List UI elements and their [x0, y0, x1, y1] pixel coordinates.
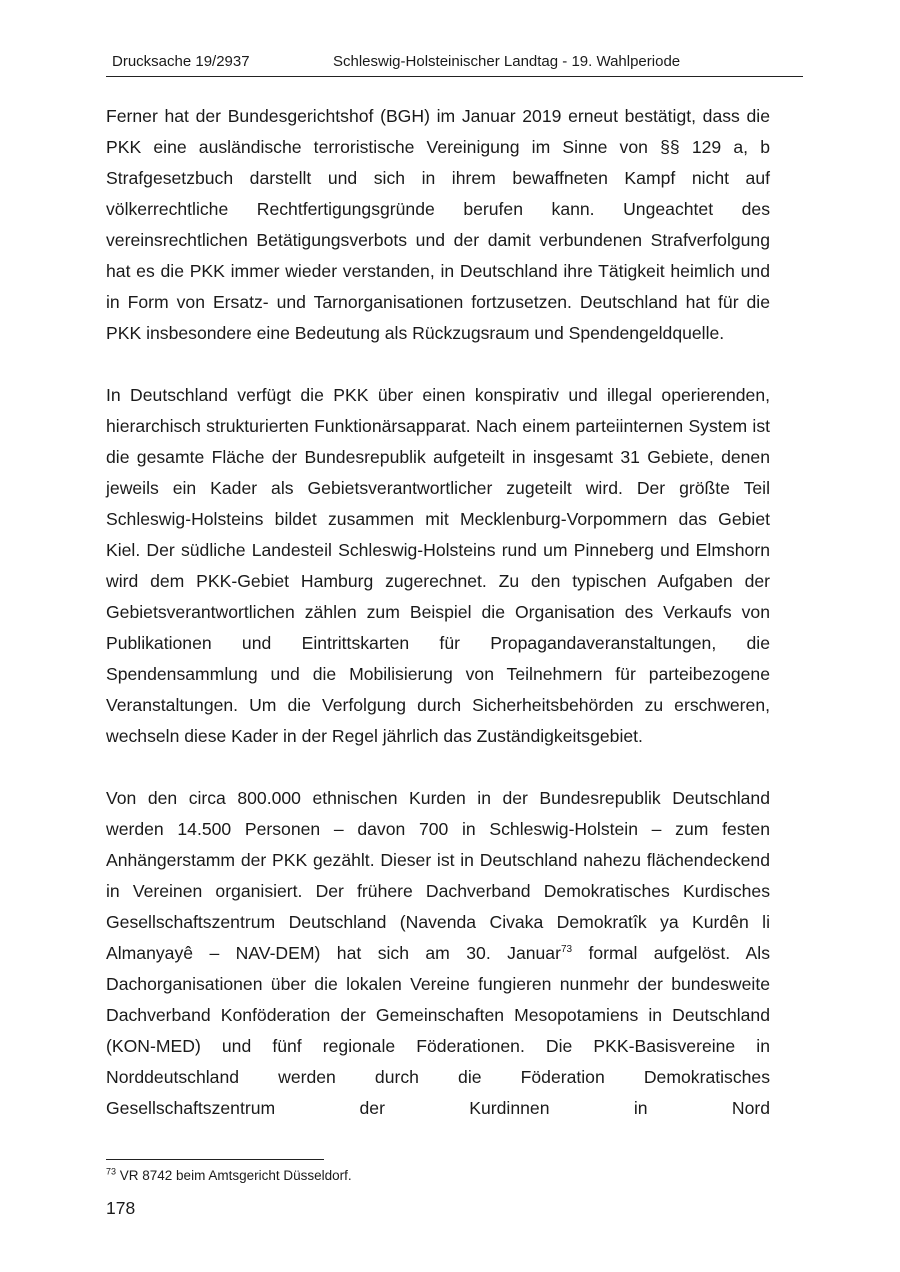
paragraph-1: Ferner hat der Bundesgerichtshof (BGH) im Januar 2019 erneut bestätigt, dass die PKK eine ausländische terroristische Vereinigung im Sinne von §§ 129 a, b Strafgesetzbuch darstellt und sich in ihrem bewaffneten Kampf nicht auf völkerrechtliche Rechtfertigungsgründe berufen kann. Ungeachtet des vereinsrechtlichen Betätigungsverbots und der damit verbundenen Strafverfolgung hat es die PKK immer wieder verstanden, in Deutschland ihre Tätigkeit heimlich und in Form von Ersatz- und Tarnorganisationen fortzusetzen. Deutschland hat für die PKK insbesondere eine Bedeutung als Rückzugsraum und Spendengeldquelle.: [106, 106, 770, 343]
footnote-text: VR 8742 beim Amtsgericht Düsseldorf.: [116, 1168, 352, 1183]
body-text: [106, 101, 770, 1124]
footnote-number: 73: [106, 1166, 117, 1177]
footnote: [106, 1167, 352, 1185]
footnote-separator: [106, 1159, 324, 1160]
paragraph-2: In Deutschland verfügt die PKK über einen konspirativ und illegal operierenden, hierarchisch strukturierten Funktionärsapparat. Nach einem parteiinternen System ist die gesamte Fläche der Bundesrepublik aufgeteilt in insgesamt 31 Gebiete, denen jeweils ein Kader als Gebietsverantwortlicher zugeteilt wird. Der größte Teil Schleswig-Holsteins bildet zusammen mit Mecklenburg-Vorpommern das Gebiet Kiel. Der südliche Landesteil Schleswig-Holsteins rund um Pinneberg und Elmshorn wird dem PKK-Gebiet Hamburg zugerechnet. Zu den typischen Aufgaben der Gebietsverantwortlichen zählen zum Beispiel die Organisation des Verkaufs von Publikationen und Eintrittskarten für Propagandaveranstaltungen, die Spendensammlung und die Mobilisierung von Teilnehmern für parteibezogene Veranstaltungen. Um die Verfolgung durch Sicherheitsbehörden zu erschweren, wechseln diese Kader in der Regel jährlich das Zuständigkeitsgebiet.: [106, 385, 770, 746]
parliament-title: Schleswig-Holsteinischer Landtag - 19. Wahlperiode: [333, 53, 681, 70]
paragraph-3-part-2: formal aufgelöst. Als Dachorganisationen über die lokalen Vereine fungieren nunmehr der bundesweite Dachverband Konföderation der Gemeinschaften Mesopotamiens in Deutschland (KON-MED) und fünf regionale Föderationen. Die PKK-Basisvereine in Norddeutschland werden durch die Föderation Demokratisches Gesellschaftszentrum der Kurdinnen in Nord: [106, 943, 770, 1118]
footnote-reference: 73: [560, 944, 573, 956]
paragraph-3: [106, 783, 770, 1124]
document-number: Drucksache 19/2937: [112, 53, 250, 70]
paragraph-3-part-1: Von den circa 800.000 ethnischen Kurden in der Bundesrepublik Deutschland werden 14.500 Personen – davon 700 in Schleswig-Holstein – zum festen Anhängerstamm der PKK gezählt. Dieser ist in Deutschland nahezu flächendeckend in Vereinen organisiert. Der frühere Dachverband Demokratisches Kurdisches Gesellschaftszentrum Deutschland (Navenda Civaka Demokratîk ya Kurdên li Almanyayê – NAV-DEM) hat sich am 30. Januar: [106, 788, 770, 963]
page-header: [106, 50, 803, 77]
page-number: 178: [106, 1198, 136, 1218]
